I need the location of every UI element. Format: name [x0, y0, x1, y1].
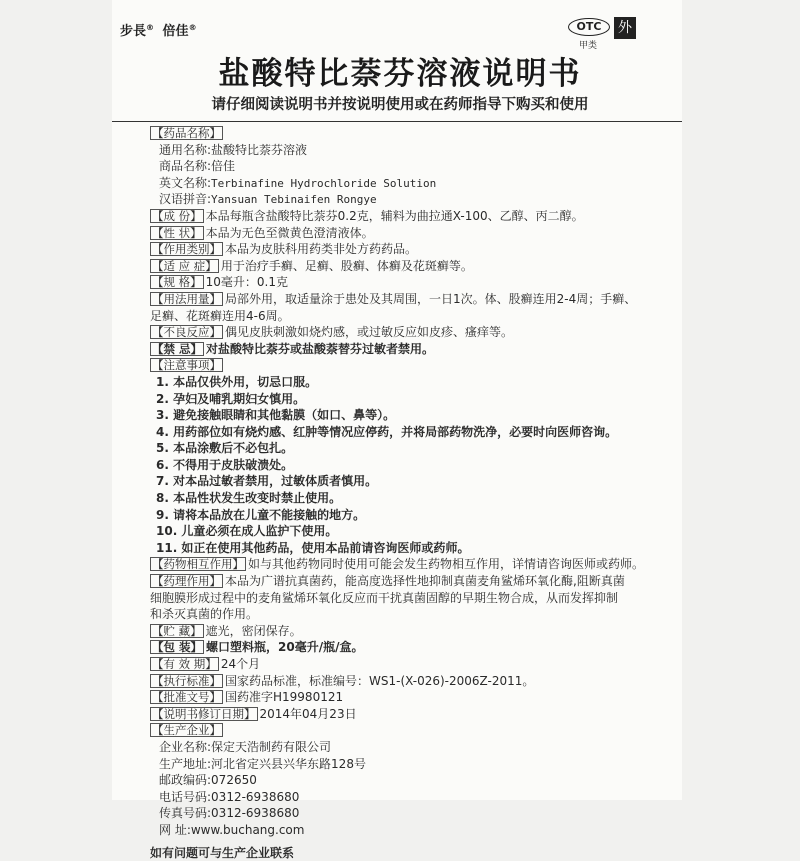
precautions-heading: 【注意事项】: [152, 358, 221, 373]
external-use-mark: 外: [614, 17, 636, 39]
pinyin-row: 汉语拼音:Yansuan Tebinaifen Rongye: [159, 192, 377, 207]
page-title: 盐酸特比萘芬溶液说明书: [218, 56, 582, 92]
precaution-item: 9. 请将本品放在儿童不能接触的地方。: [156, 507, 366, 522]
spec-row: 【规 格】 10毫升：0.1克: [152, 275, 289, 290]
postcode-row: 邮政编码:072650: [159, 773, 257, 788]
trade-name-row: 商品名称:倍佳: [159, 159, 236, 174]
otc-badge: OTC: [568, 18, 610, 36]
english-name-row: 英文名称:Terbinafine Hydrochloride Solution: [159, 175, 437, 190]
precaution-item: 1. 本品仅供外用，切忌口服。: [156, 374, 318, 389]
validity-row: 【有 效 期】 24个月: [152, 657, 261, 671]
adverse-row: 【不良反应】 偶见皮肤刺激如烧灼感，或过敏反应如皮疹、瘙痒等。: [152, 325, 514, 340]
approval-row: 【批准文号】 国药准字H19980121: [152, 690, 344, 705]
appearance-row: 【性 状】 本品为无色至微黄色澄清液体。: [152, 225, 374, 240]
reg-mark-2: ®: [188, 22, 197, 32]
revision-row: 【说明书修订日期】 2014年04月23日: [152, 706, 357, 721]
brand-left: 步長: [120, 24, 147, 39]
precaution-item: 2. 孕妇及哺乳期妇女慎用。: [156, 391, 306, 406]
package-row: 【包 装】 螺口塑料瓶，20毫升/瓶/盒。: [152, 640, 364, 655]
phone-row: 电话号码:0312-6938680: [159, 789, 300, 804]
ingredients-row: 【成 份】 本品每瓶含盐酸特比萘芬0.2克，辅料为曲拉通X-100、乙醇、丙二醇。: [152, 208, 584, 223]
brand-logo: [120, 20, 201, 39]
brand-right: 倍佳: [162, 24, 189, 39]
pharmacology-row-2: 细胞膜形成过程中的麦角鲨烯环氧化反应而干扰真菌固醇的早期生物合成，从而发挥抑制: [150, 590, 619, 605]
divider: [112, 121, 682, 122]
leaflet-body: [150, 125, 670, 861]
otc-class-label: 甲类: [578, 41, 597, 51]
precaution-item: 7. 对本品过敏者禁用，过敏体质者慎用。: [156, 474, 378, 489]
storage-row: 【贮 藏】 遮光，密闭保存。: [152, 623, 302, 638]
standard-row: 【执行标准】 国家药品标准，标准编号：WS1-(X-026)-2006Z-2011。: [152, 673, 535, 688]
contra-row: 【禁 忌】 对盐酸特比萘芬或盐酸萘替芬过敏者禁用。: [152, 341, 435, 356]
address-row: 生产地址:河北省定兴县兴华东路128号: [159, 756, 366, 771]
company-row: 企业名称:保定天浩制药有限公司: [159, 739, 332, 754]
pharmacology-row: 【药理作用】 本品为广谱抗真菌药，能高度选择性地抑制真菌麦角鲨烯环氧化酶,阻断真菌: [152, 574, 625, 589]
reg-mark: ®: [146, 22, 155, 32]
precaution-item: 8. 本品性状发生改变时禁止使用。: [156, 491, 342, 506]
manufacturer-heading: 【生产企业】: [152, 723, 221, 738]
precaution-item: 6. 不得用于皮肤破溃处。: [156, 457, 294, 472]
precaution-item: 10. 儿童必须在成人监护下使用。: [156, 524, 338, 539]
common-name-row: 通用名称:盐酸特比萘芬溶液: [159, 142, 308, 157]
drug-name-heading: 【药品名称】: [152, 126, 221, 140]
category-row: 【作用类别】 本品为皮肤科用药类非处方药药品。: [152, 242, 418, 257]
precaution-item: 4. 用药部位如有烧灼感、红肿等情况应停药，并将局部药物洗净，必要时向医师咨询。: [156, 424, 618, 439]
website-row: 网 址:www.buchang.com: [159, 822, 305, 837]
fax-row: 传真号码:0312-6938680: [159, 806, 300, 821]
pharmacology-row-3: 和杀灭真菌的作用。: [150, 607, 259, 622]
precaution-item: 3. 避免接触眼睛和其他黏膜（如口、鼻等）。: [156, 408, 396, 423]
footer-note: 如有问题可与生产企业联系: [150, 845, 295, 860]
precaution-item: 5. 本品涂敷后不必包扎。: [156, 441, 294, 456]
indications-row: 【适 应 症】 用于治疗手癣、足癣、股癣、体癣及花斑癣等。: [152, 258, 473, 273]
page-subtitle: 请仔细阅读说明书并按说明使用或在药师指导下购买和使用: [211, 97, 589, 113]
interaction-row: 【药物相互作用】 如与其他药物同时使用可能会发生药物相互作用，详情请咨询医师或药师。: [152, 557, 645, 572]
precaution-item: 11. 如正在使用其他药品，使用本品前请咨询医师或药师。: [156, 540, 470, 555]
usage-row: 【用法用量】 局部外用，取适量涂于患处及其周围，一日1次。体、股癣连用2-4周；手癣、: [152, 291, 637, 306]
usage-row-2: 足癣、花斑癣连用4-6周。: [150, 308, 290, 323]
